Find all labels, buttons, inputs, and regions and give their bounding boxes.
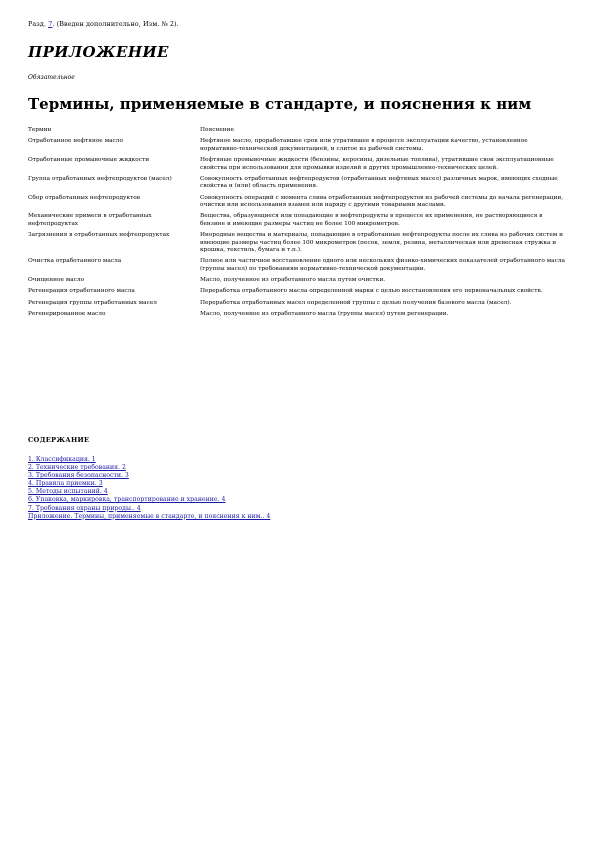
revision-note (28, 20, 179, 28)
toc-item (28, 488, 270, 496)
explanation-cell: Полное или частичное восстановление одного или нескольких физико-химических показателей отработанного масла (группы масел) по требованиям нормативно-технической документации. (200, 258, 566, 273)
table-header-row (28, 127, 568, 138)
explanation-cell: Масло, полученное из отработанного масла (группы масел) путем регенерации. (200, 310, 449, 317)
term-cell: Очищенное масло (28, 277, 85, 284)
term-cell: Отработанное нефтяное масло (28, 138, 123, 145)
table-row (28, 288, 568, 299)
appendix-subtitle: Обязательное (28, 74, 75, 81)
term-cell: Регенерированное масло (28, 310, 106, 317)
toc-list (28, 456, 270, 521)
table-row (28, 311, 568, 322)
table-row (28, 300, 568, 311)
toc-link-packaging[interactable]: 6. Упаковка, маркировка, транспортирование и хранение. 4 (28, 496, 226, 504)
toc-item (28, 505, 270, 513)
toc-item (28, 480, 270, 488)
toc-link-classification[interactable]: 1. Классификация. 1 (28, 456, 96, 463)
table-row (28, 258, 568, 277)
table-row (28, 138, 568, 157)
column-header-term: Термин (28, 127, 52, 133)
explanation-cell: Переработка отработанного масла определенной марки с целью восстановления его первоначальных свойств. (200, 288, 543, 295)
explanation-cell: Инородные вещества и материалы, попадающие в отработанные нефтепродукты после их слива из рабочих систем и имеющие размеры частиц более 100 микрометров (песок, земля, резина, металлическая или древесная стружка и крошка, текстиль, бумага и т.п.). (200, 232, 563, 254)
table-row (28, 176, 568, 195)
toc-link-nature-protection[interactable]: 7. Требования охраны природы.. 4 (28, 504, 141, 512)
term-cell: Регенерация группы отработанных масел (28, 299, 157, 306)
table-row (28, 195, 568, 214)
explanation-cell: Масло, полученное из отработанного масла путем очистки. (200, 277, 386, 284)
revision-prefix: Разд. (28, 20, 49, 28)
toc-item (28, 456, 270, 464)
explanation-cell: Вещества, образующиеся или попадающие в нефтепродукты в процессе их применения, не растворяющиеся в бензине и имеющие размеры частиц не более 100 микрометров. (200, 213, 543, 227)
term-cell: Механические примеси в отработанных нефтепродуктах (28, 213, 152, 227)
toc-link-appendix[interactable]: Приложение. Термины, применяемые в стандарте, и пояснения к ним.. 4 (28, 512, 271, 520)
toc-link-acceptance-rules[interactable]: 4. Правила приемки. 3 (28, 480, 103, 488)
toc-title: СОДЕРЖАНИЕ (28, 436, 90, 444)
term-cell: Группа отработанных нефтепродуктов (масел) (28, 175, 172, 182)
term-cell: Отработанные промывочные жидкости (28, 156, 150, 163)
section-7-link[interactable]: 7 (48, 20, 53, 28)
table-row (28, 277, 568, 288)
terms-table (28, 127, 568, 322)
appendix-title: ПРИЛОЖЕНИЕ (28, 43, 169, 61)
table-row (28, 157, 568, 176)
explanation-cell: Нефтяные промывочные жидкости (бензины, керосины, дизельные топлива), утратившие свои эксплуатационные свойства при использовании для промывки изделий и других промышленно-технических целей. (200, 156, 554, 171)
explanation-cell: Совокупность отработанных нефтепродуктов (отработанных нефтяных масел) различных марок, имеющих сходные свойства и (или) область применения. (200, 175, 558, 190)
toc-link-technical-requirements[interactable]: 2. Технические требования. 2 (28, 464, 126, 472)
toc-item (28, 464, 270, 472)
toc-item (28, 513, 270, 521)
toc-item (28, 496, 270, 504)
term-cell: Очистка отработанного масла (28, 258, 122, 265)
term-cell: Загрязнения в отработанных нефтепродуктах (28, 232, 170, 239)
table-row (28, 232, 568, 258)
toc-link-test-methods[interactable]: 5. Методы испытаний. 4 (28, 488, 108, 496)
explanation-cell: Переработка отработанных масел определенной группы с целью получения базового масла (масел). (200, 299, 512, 306)
appendix-heading: Термины, применяемые в стандарте, и пояснения к ним (28, 95, 532, 113)
term-cell: Сбор отработанных нефтепродуктов (28, 194, 141, 201)
explanation-cell: Нефтяное масло, проработавшее срок или утратившее в процессе эксплуатации качество, установленное нормативно-технической документацией, и слитое из рабочей системы. (200, 138, 528, 152)
revision-suffix: . (Введен дополнительно, Изм. № 2). (52, 20, 179, 28)
toc-item (28, 472, 270, 480)
term-cell: Регенерация отработанного масла (28, 288, 135, 295)
column-header-explanation: Пояснение (200, 127, 234, 133)
table-row (28, 213, 568, 232)
explanation-cell: Совокупность операций с момента слива отработанных нефтепродуктов из рабочей системы до начала регенерации, очистки или использования взамен или наряду с другими товарными маслами. (200, 194, 564, 209)
toc-link-safety-requirements[interactable]: 3. Требования безопасности. 3 (28, 472, 129, 480)
